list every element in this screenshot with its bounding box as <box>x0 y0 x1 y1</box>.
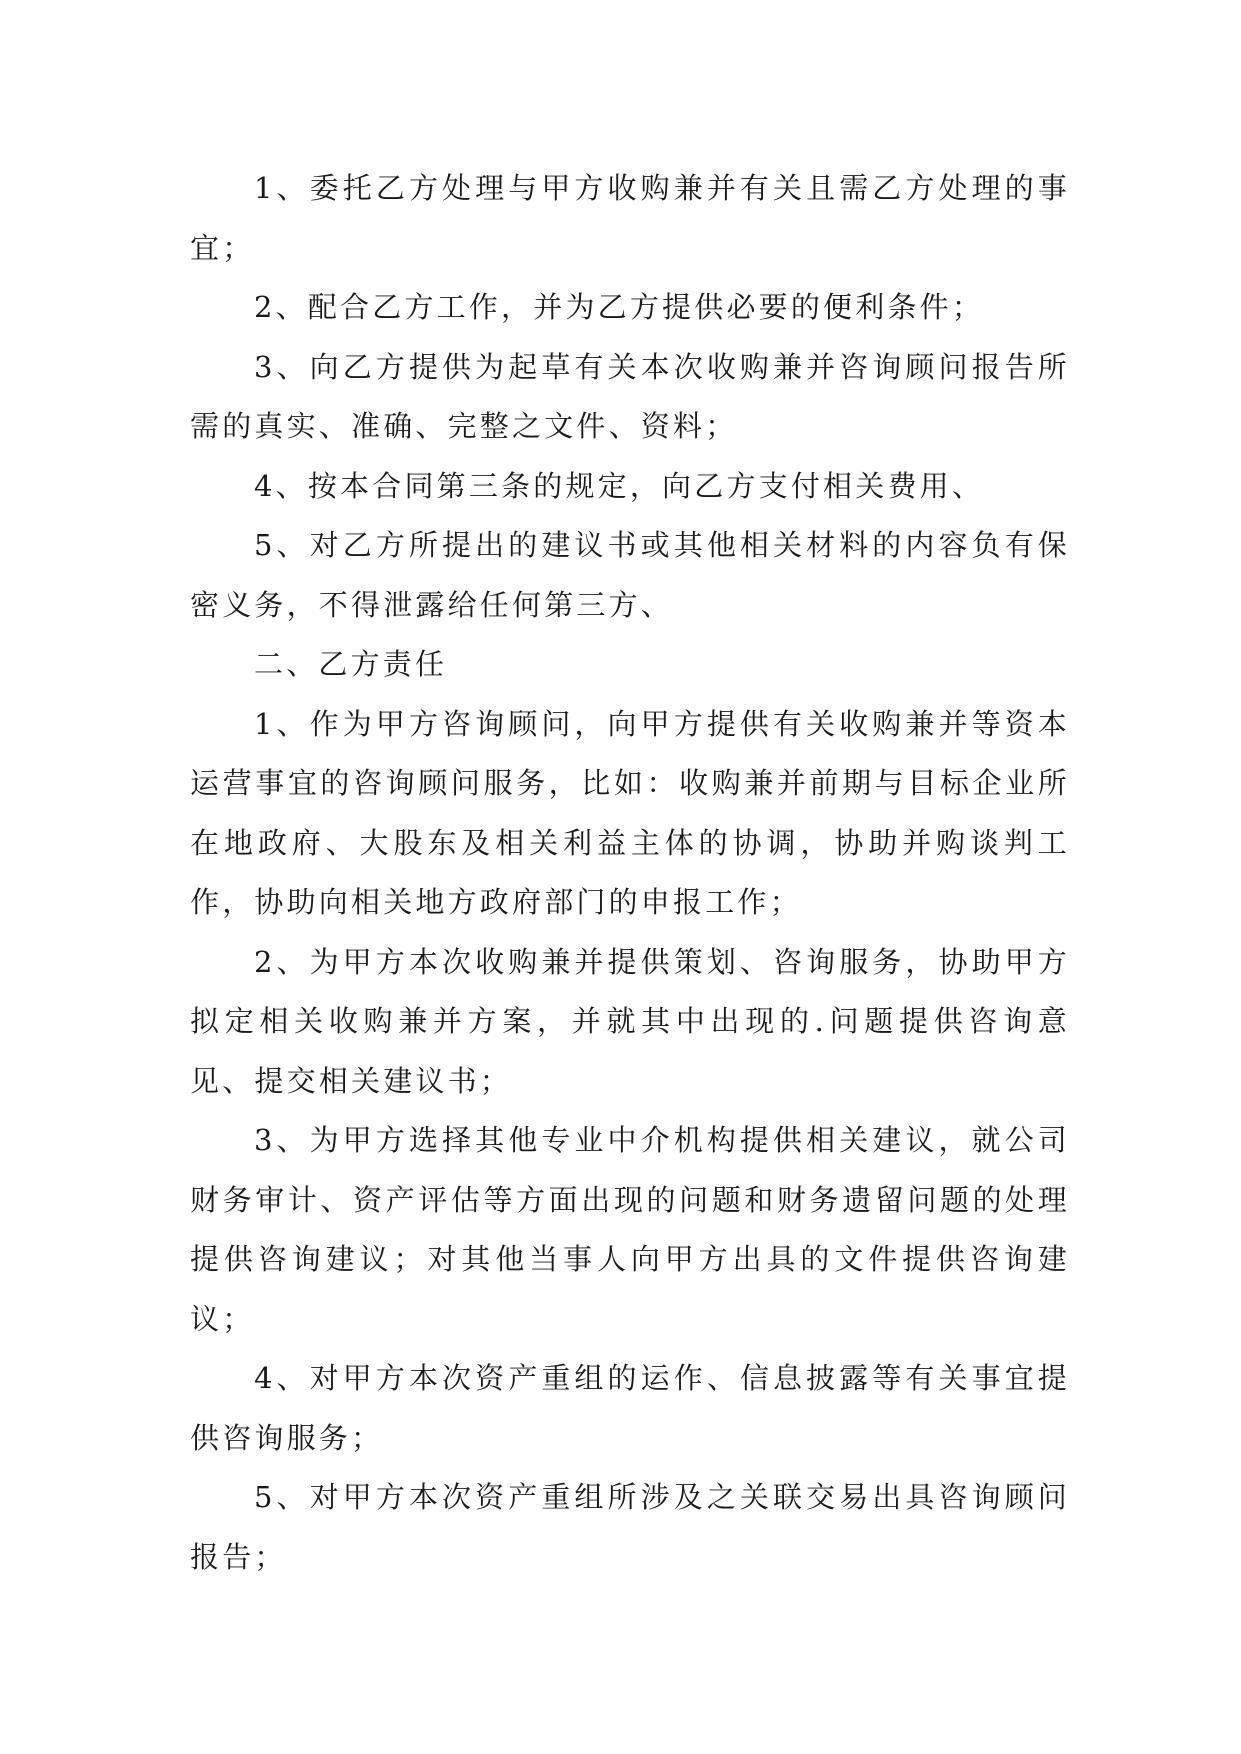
paragraph-party-b-duty-5: 5、对甲方本次资产重组所涉及之关联交易出具咨询顾问报告； <box>190 1480 1070 1574</box>
paragraph-party-a-duty-5: 5、对乙方所提出的建议书或其他相关材料的内容负有保密义务，不得泄露给任何第三方、 <box>190 528 1070 622</box>
paragraph-party-b-duty-1: 1、作为甲方咨询顾问，向甲方提供有关收购兼并等资本运营事宜的咨询顾问服务，比如：收购兼并前期与目标企业所在地政府、大股东及相关利益主体的协调，协助并购谈判工作，协助向相关地方政府部门的申报工作； <box>190 706 1070 919</box>
section-heading-party-b: 二、乙方责任 <box>254 647 448 681</box>
paragraph-party-a-duty-2: 2、配合乙方工作，并为乙方提供必要的便利条件； <box>254 290 985 324</box>
paragraph-party-b-duty-4: 4、对甲方本次资产重组的运作、信息披露等有关事宜提供咨询服务； <box>190 1361 1070 1455</box>
document-body <box>190 159 1070 1587</box>
paragraph-party-a-duty-1: 1、委托乙方处理与甲方收购兼并有关且需乙方处理的事宜； <box>190 171 1070 265</box>
paragraph-party-b-duty-2: 2、为甲方本次收购兼并提供策划、咨询服务，协助甲方拟定相关收购兼并方案，并就其中出现的.问题提供咨询意见、提交相关建议书； <box>190 944 1070 1098</box>
paragraph-party-a-duty-4: 4、按本合同第三条的规定，向乙方支付相关费用、 <box>254 468 985 503</box>
paragraph-party-a-duty-3: 3、向乙方提供为起草有关本次收购兼并咨询顾问报告所需的真实、准确、完整之文件、资料； <box>190 349 1070 443</box>
paragraph-party-b-duty-3: 3、为甲方选择其他专业中介机构提供相关建议，就公司财务审计、资产评估等方面出现的问题和财务遗留问题的处理提供咨询建议；对其他当事人向甲方出具的文件提供咨询建议； <box>190 1123 1070 1336</box>
